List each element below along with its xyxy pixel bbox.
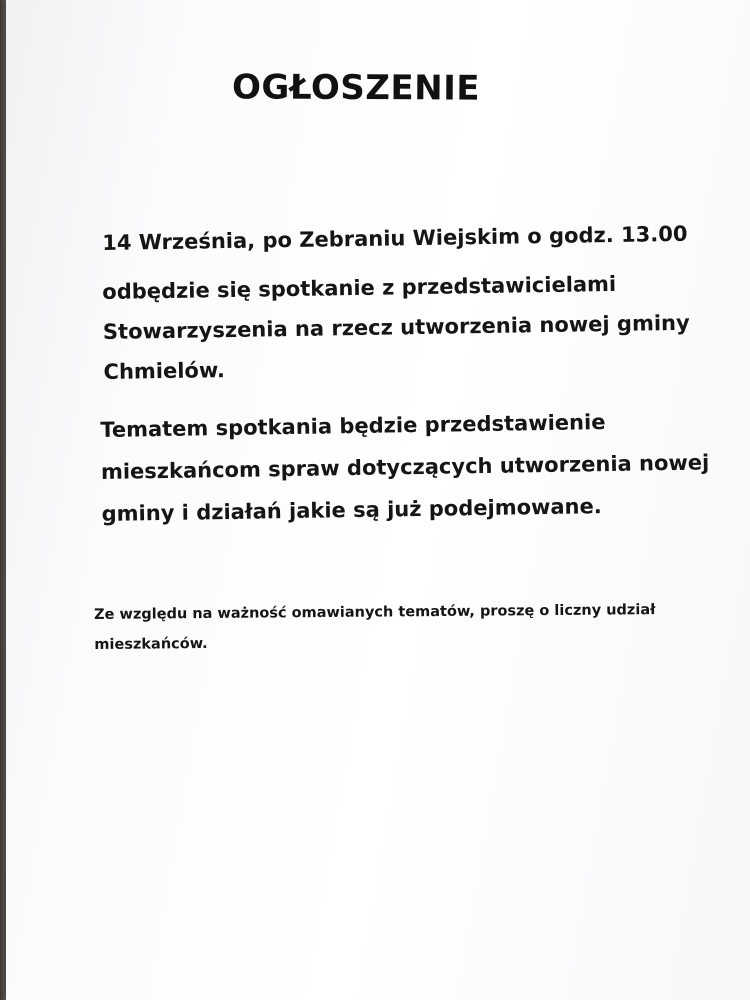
text-line: mieszkańców. — [94, 636, 208, 653]
meeting-date-paragraph — [102, 219, 688, 258]
text-line: odbędzie się spotkanie z przedstawicielami — [102, 271, 617, 304]
text-line: gminy i działań jakie są już podejmowane. — [101, 494, 602, 526]
text-line: Ze względu na ważność omawianych tematów, proszę o liczny udział — [94, 602, 656, 623]
paper-sheet — [6, 0, 750, 1000]
notice-title: OGŁOSZENIE — [231, 67, 481, 109]
text-line: Tematem spotkania będzie przedstawienie — [100, 410, 606, 442]
meeting-topic-paragraph — [100, 399, 710, 535]
text-line: Stowarzyszenia na rzecz utworzenia nowej gminy — [102, 310, 690, 344]
meeting-description-paragraph — [102, 263, 691, 392]
attendance-request-paragraph — [94, 595, 656, 660]
text-line: mieszkańcom spraw dotyczących utworzenia nowej — [100, 450, 710, 484]
text-line: Chmielów. — [103, 358, 226, 384]
text-line: 14 Września, po Zebraniu Wiejskim o godz. 13.00 — [102, 221, 688, 255]
